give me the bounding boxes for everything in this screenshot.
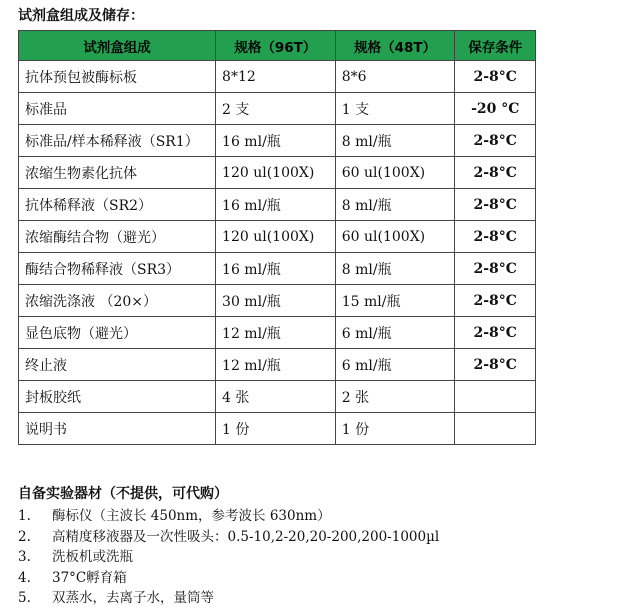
supplies-list	[18, 506, 439, 609]
table-row	[19, 189, 536, 221]
cell-component: 抗体预包被酶标板	[19, 61, 216, 93]
list-item	[18, 527, 439, 548]
list-item	[18, 506, 439, 527]
cell-spec-96t: 16 ml/瓶	[216, 125, 336, 157]
cell-spec-48t: 60 ul(100X)	[335, 157, 455, 189]
cell-spec-96t: 4 张	[216, 381, 336, 413]
list-item-text: 37°C孵育箱	[52, 569, 127, 586]
table-row	[19, 157, 536, 189]
table-row	[19, 413, 536, 445]
cell-component: 说明书	[19, 413, 216, 445]
header-spec-48t: 规格（48T）	[335, 31, 455, 61]
cell-component: 抗体稀释液（SR2）	[19, 189, 216, 221]
cell-spec-96t: 12 ml/瓶	[216, 349, 336, 381]
cell-spec-48t: 15 ml/瓶	[335, 285, 455, 317]
cell-spec-48t: 8 ml/瓶	[335, 125, 455, 157]
cell-spec-48t: 8 ml/瓶	[335, 253, 455, 285]
cell-component: 显色底物（避光）	[19, 317, 216, 349]
cell-storage: 2-8°C	[455, 125, 536, 157]
list-item-number: 4.	[18, 569, 31, 586]
list-item-number: 5.	[18, 590, 31, 607]
table-row	[19, 285, 536, 317]
cell-storage: -20 °C	[455, 93, 536, 125]
cell-storage: 2-8°C	[455, 61, 536, 93]
table-row	[19, 253, 536, 285]
list-item-text: 双蒸水，去离子水，量筒等	[52, 590, 214, 607]
section-title: 试剂盒组成及储存：	[18, 8, 144, 24]
cell-spec-96t: 12 ml/瓶	[216, 317, 336, 349]
supplies-title: 自备实验器材（不提供，可代购）	[18, 486, 228, 502]
cell-spec-48t: 60 ul(100X)	[335, 221, 455, 253]
cell-spec-96t: 8*12	[216, 61, 336, 93]
list-item-text: 高精度移液器及一次性吸头：0.5-10,2-20,20-200,200-1000µl	[52, 528, 440, 545]
cell-component: 浓缩洗涤液 （20×）	[19, 285, 216, 317]
table-header-row	[19, 31, 536, 61]
cell-storage: 2-8°C	[455, 221, 536, 253]
cell-storage: 2-8°C	[455, 285, 536, 317]
cell-storage: 2-8°C	[455, 157, 536, 189]
table-row	[19, 93, 536, 125]
list-item-number: 2.	[18, 528, 31, 545]
cell-component: 封板胶纸	[19, 381, 216, 413]
cell-spec-96t: 120 ul(100X)	[216, 157, 336, 189]
list-item	[18, 568, 439, 589]
cell-component: 酶结合物稀释液（SR3）	[19, 253, 216, 285]
header-storage: 保存条件	[455, 31, 536, 61]
table-row	[19, 381, 536, 413]
cell-spec-48t: 6 ml/瓶	[335, 349, 455, 381]
cell-spec-48t: 1 支	[335, 93, 455, 125]
cell-spec-48t: 6 ml/瓶	[335, 317, 455, 349]
list-item-number: 1.	[18, 508, 31, 524]
header-spec-96t: 规格（96T）	[216, 31, 336, 61]
cell-component: 浓缩酶结合物（避光）	[19, 221, 216, 253]
table-row	[19, 349, 536, 381]
header-component: 试剂盒组成	[19, 31, 216, 61]
cell-component: 浓缩生物素化抗体	[19, 157, 216, 189]
cell-component: 标准品	[19, 93, 216, 125]
cell-storage: 2-8°C	[455, 349, 536, 381]
cell-spec-96t: 30 ml/瓶	[216, 285, 336, 317]
cell-spec-48t: 1 份	[335, 413, 455, 445]
cell-spec-96t: 1 份	[216, 413, 336, 445]
cell-spec-96t: 120 ul(100X)	[216, 221, 336, 253]
cell-storage: 2-8°C	[455, 189, 536, 221]
cell-storage: 2-8°C	[455, 253, 536, 285]
list-item	[18, 588, 439, 609]
cell-component: 终止液	[19, 349, 216, 381]
cell-storage	[455, 413, 536, 445]
kit-components-table	[18, 30, 536, 445]
list-item-text: 洗板机或洗瓶	[52, 549, 133, 566]
table-row	[19, 61, 536, 93]
cell-spec-96t: 2 支	[216, 93, 336, 125]
cell-spec-96t: 16 ml/瓶	[216, 189, 336, 221]
list-item-number: 3.	[18, 549, 31, 566]
cell-storage: 2-8°C	[455, 317, 536, 349]
cell-spec-96t: 16 ml/瓶	[216, 253, 336, 285]
list-item-text: 酶标仪（主波长 450nm，参考波长 630nm）	[52, 508, 331, 524]
table-row	[19, 221, 536, 253]
table-row	[19, 317, 536, 349]
list-item	[18, 547, 439, 568]
cell-spec-48t: 2 张	[335, 381, 455, 413]
cell-spec-48t: 8*6	[335, 61, 455, 93]
table-row	[19, 125, 536, 157]
cell-component: 标准品/样本稀释液（SR1）	[19, 125, 216, 157]
cell-storage	[455, 381, 536, 413]
cell-spec-48t: 8 ml/瓶	[335, 189, 455, 221]
